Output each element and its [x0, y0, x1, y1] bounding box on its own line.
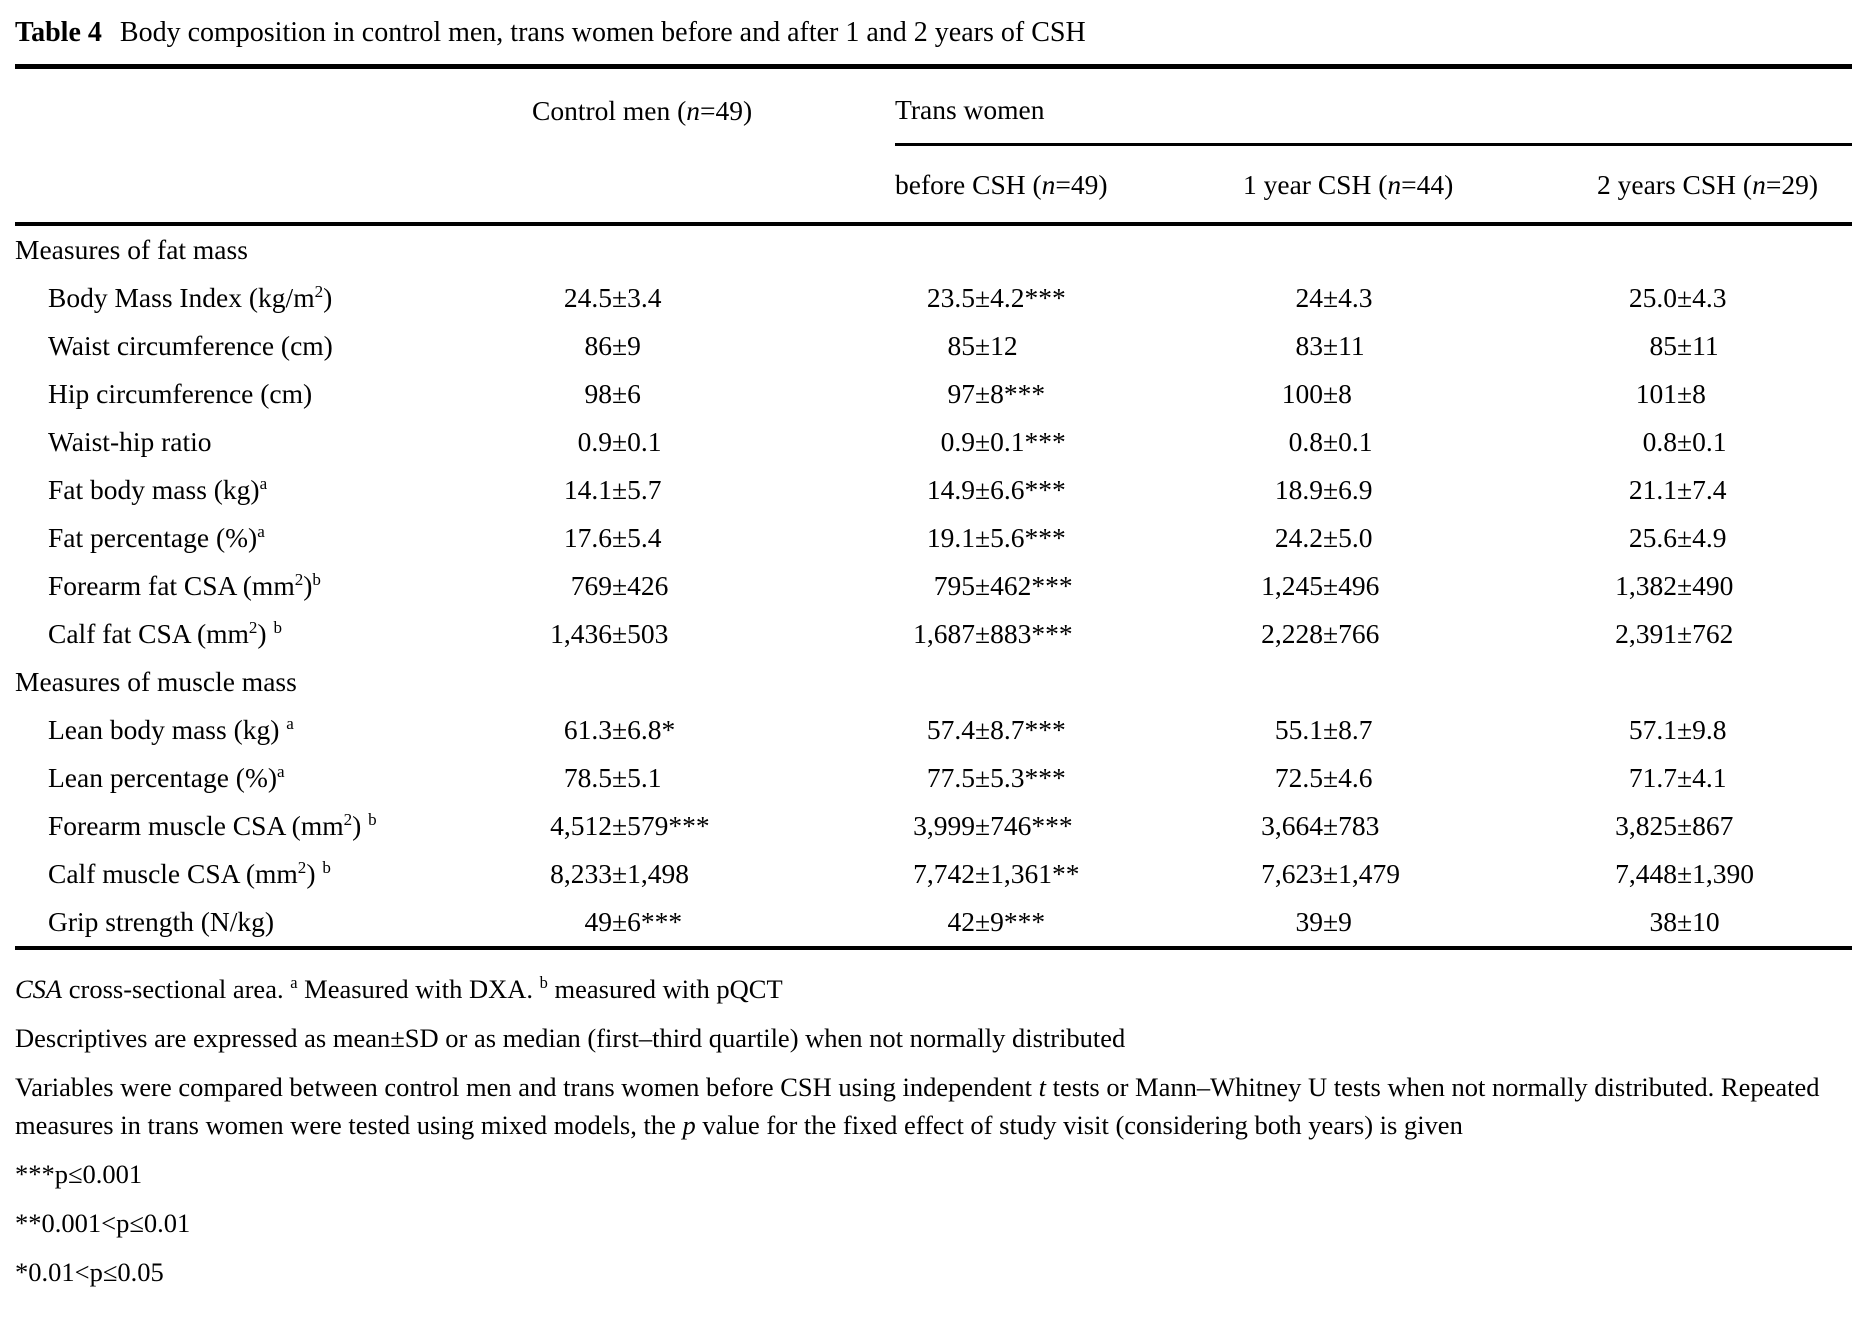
table-header: [15, 67, 1852, 225]
value-cell: [895, 274, 1243, 322]
value: 0.8 ±0.1: [1288, 426, 1373, 457]
value: 42 ±9***: [947, 906, 1046, 937]
value: 78.5 ±5.1: [563, 762, 662, 793]
value: 8,233 ±1,498: [550, 858, 689, 889]
value: 1,436 ±503: [550, 618, 669, 649]
row-label: Lean body mass (kg) $^a$: [48, 713, 294, 745]
header-row-groups: [15, 67, 1852, 145]
value: 2,228 ±766: [1261, 618, 1380, 649]
value-cell: [1243, 850, 1597, 898]
value: 98 ±6: [584, 378, 641, 409]
header-control-men: Control men (n=49): [532, 67, 895, 145]
significance-note-three-stars: ***p≤0.001: [15, 1159, 143, 1189]
row-label: Fat body mass (kg)$^a$: [48, 473, 268, 505]
value: 97 ±8***: [947, 378, 1046, 409]
value-cell: [895, 706, 1243, 754]
data-row: [15, 322, 1852, 370]
row-label: Fat percentage (%)$^a$: [48, 521, 265, 553]
value-cell: [1597, 322, 1852, 370]
data-row: [15, 850, 1852, 898]
value: 3,999 ±746***: [913, 810, 1073, 841]
data-row: [15, 562, 1852, 610]
value: 0.9 ±0.1: [577, 426, 662, 457]
value-cell: [1597, 898, 1852, 948]
value: 55.1 ±8.7: [1274, 714, 1373, 745]
value-cell: [532, 658, 895, 706]
row-label: Waist-hip ratio: [48, 426, 212, 457]
value: 57.4 ±8.7***: [926, 714, 1066, 745]
row-label: Grip strength (N/kg): [15, 898, 532, 948]
value: 3,825 ±867: [1615, 810, 1734, 841]
section-row: [15, 224, 1852, 274]
value-cell: [895, 850, 1243, 898]
row-label: Lean percentage (%)$^a$: [48, 761, 285, 793]
value-cell: [1597, 514, 1852, 562]
header-row-subcolumns: [15, 145, 1852, 225]
value: 7,623 ±1,479: [1261, 858, 1400, 889]
value: 25.0 ±4.3: [1628, 282, 1727, 313]
value-cell: [895, 514, 1243, 562]
footnote-statistics: Variables were compared between control men and trans women before CSH using independent t tests or Mann–Whitney U tests when not normally distributed. Repeated measures in trans women were tested using mixed models, the p value for the fixed effect of study visit (considering both years) is given: [15, 1072, 1820, 1140]
value: 100 ±8: [1281, 378, 1352, 409]
value-cell: [1243, 610, 1597, 658]
value: 7,742 ±1,361**: [913, 858, 1080, 889]
value: 49 ±6***: [584, 906, 683, 937]
header-spacer-cell: [15, 67, 532, 145]
row-label: Hip circumference (cm): [48, 378, 313, 409]
row-label: Waist circumference (cm): [48, 330, 333, 361]
value-cell: [532, 754, 895, 802]
value-cell: [1597, 562, 1852, 610]
data-row: [15, 898, 1852, 948]
data-row: [15, 370, 1852, 418]
row-label: Forearm fat CSA $(mm^2)^b$: [48, 569, 321, 601]
value: 0.9 ±0.1***: [940, 426, 1066, 457]
row-label: Measures of muscle mass: [15, 666, 297, 697]
data-row: [15, 418, 1852, 466]
value-cell: [1597, 850, 1852, 898]
value: 24.5 ±3.4: [563, 282, 662, 313]
value: 85 ±12: [947, 330, 1018, 361]
value-cell: [532, 224, 895, 274]
value-cell: [895, 562, 1243, 610]
value-cell: [1243, 706, 1597, 754]
header-spacer-cell: [15, 145, 532, 225]
value-cell: [1597, 466, 1852, 514]
value-cell: [1243, 898, 1597, 948]
footnote-abbreviations: CSA cross-sectional area. $^a$ Measured with DXA. $^b$ measured with pQCT: [15, 973, 783, 1004]
value-cell: [895, 898, 1243, 948]
value-cell: [895, 466, 1243, 514]
value-cell: [895, 370, 1243, 418]
value: 4,512 ±579***: [550, 810, 710, 841]
significance-note-two-stars: **0.001<p≤0.01: [15, 1208, 191, 1238]
value: 18.9 ±6.9: [1274, 474, 1373, 505]
value-cell: [532, 274, 895, 322]
value-cell: [1597, 802, 1852, 850]
data-row: [15, 706, 1852, 754]
value: 85 ±11: [1649, 330, 1719, 361]
value-cell: [532, 418, 895, 466]
footnote-descriptives: Descriptives are expressed as mean±SD or as median (first–third quartile) when not normally distributed: [15, 1023, 1126, 1053]
value: 25.6 ±4.9: [1628, 522, 1727, 553]
section-row: [15, 658, 1852, 706]
value-cell: [895, 418, 1243, 466]
value: 77.5 ±5.3***: [926, 762, 1066, 793]
value-cell: [895, 224, 1243, 274]
value-cell: [1597, 370, 1852, 418]
value: 57.1 ±9.8: [1628, 714, 1727, 745]
value-cell: [1243, 562, 1597, 610]
value: 38 ±10: [1649, 906, 1720, 937]
value: 2,391 ±762: [1615, 618, 1734, 649]
row-label: Measures of fat mass: [15, 234, 248, 265]
value-cell: [895, 754, 1243, 802]
data-row: [15, 610, 1852, 658]
data-row: [15, 466, 1852, 514]
value: 24 ±4.3: [1295, 282, 1373, 313]
value-cell: [895, 802, 1243, 850]
value-cell: [532, 514, 895, 562]
table-number: Table 4: [15, 17, 102, 48]
value-cell: [1243, 802, 1597, 850]
row-label: Body Mass Index $(kg/m^2)$: [48, 281, 333, 313]
value: 17.6 ±5.4: [563, 522, 662, 553]
value-cell: [1597, 224, 1852, 274]
value-cell: [1243, 322, 1597, 370]
value-cell: [1597, 610, 1852, 658]
header-trans-women-group: Trans women: [895, 67, 1852, 145]
value: 101 ±8: [1635, 378, 1706, 409]
value: 7,448 ±1,390: [1615, 858, 1754, 889]
value-cell: [1597, 754, 1852, 802]
value-cell: [1243, 754, 1597, 802]
value-cell: [532, 706, 895, 754]
row-label: Calf fat CSA $(mm^2)$ $^b$: [48, 617, 282, 649]
value: 24.2 ±5.0: [1274, 522, 1373, 553]
value: 39 ±9: [1295, 906, 1352, 937]
table-caption: Body composition in control men, trans women before and after 1 and 2 years of CSH: [119, 17, 1086, 48]
value: 72.5 ±4.6: [1274, 762, 1373, 793]
footnotes: [15, 970, 1852, 1291]
data-row: [15, 802, 1852, 850]
value: 0.8 ±0.1: [1642, 426, 1727, 457]
table-body: [15, 224, 1852, 948]
value-cell: [1597, 274, 1852, 322]
value: 23.5 ±4.2***: [926, 282, 1066, 313]
header-2-years-csh: 2 years CSH (n=29): [1597, 145, 1852, 225]
value-cell: [532, 370, 895, 418]
value-cell: [1597, 706, 1852, 754]
value-cell: [532, 850, 895, 898]
significance-note-one-star: *0.01<p≤0.05: [15, 1257, 164, 1287]
value-cell: [895, 658, 1243, 706]
value-cell: [532, 322, 895, 370]
value: 1,245 ±496: [1261, 570, 1380, 601]
value: 795 ±462***: [933, 570, 1073, 601]
header-spacer-cell: [532, 145, 895, 225]
value: 86 ±9: [584, 330, 641, 361]
header-1-year-csh: 1 year CSH (n=44): [1243, 145, 1597, 225]
value-cell: [895, 322, 1243, 370]
value-cell: [532, 610, 895, 658]
value-cell: [1597, 658, 1852, 706]
value-cell: [532, 802, 895, 850]
value: 1,687 ±883***: [913, 618, 1073, 649]
table-title: [15, 16, 1852, 50]
value: 1,382 ±490: [1615, 570, 1734, 601]
row-label: Forearm muscle CSA $(mm^2)$ $^b$: [48, 809, 377, 841]
value-cell: [532, 898, 895, 948]
value-cell: [1243, 224, 1597, 274]
body-composition-table: [15, 64, 1852, 950]
value-cell: [895, 610, 1243, 658]
value: 3,664 ±783: [1261, 810, 1380, 841]
value-cell: [1243, 418, 1597, 466]
data-row: [15, 514, 1852, 562]
value: 19.1 ±5.6***: [926, 522, 1066, 553]
value: 21.1 ±7.4: [1628, 474, 1727, 505]
value-cell: [532, 466, 895, 514]
value: 14.1 ±5.7: [563, 474, 662, 505]
value-cell: [1597, 418, 1852, 466]
row-label: Calf muscle CSA $(mm^2)$ $^b$: [48, 857, 331, 889]
value-cell: [1243, 274, 1597, 322]
data-row: [15, 274, 1852, 322]
value-cell: [1243, 514, 1597, 562]
header-before-csh: before CSH (n=49): [895, 145, 1243, 225]
data-row: [15, 754, 1852, 802]
value: 61.3 ±6.8*: [563, 714, 676, 745]
value-cell: [1243, 658, 1597, 706]
value: 83 ±11: [1295, 330, 1365, 361]
value-cell: [532, 562, 895, 610]
value: 71.7 ±4.1: [1628, 762, 1727, 793]
value: 14.9 ±6.6***: [926, 474, 1066, 505]
value: 769 ±426: [570, 570, 669, 601]
value-cell: [1243, 466, 1597, 514]
value-cell: [1243, 370, 1597, 418]
